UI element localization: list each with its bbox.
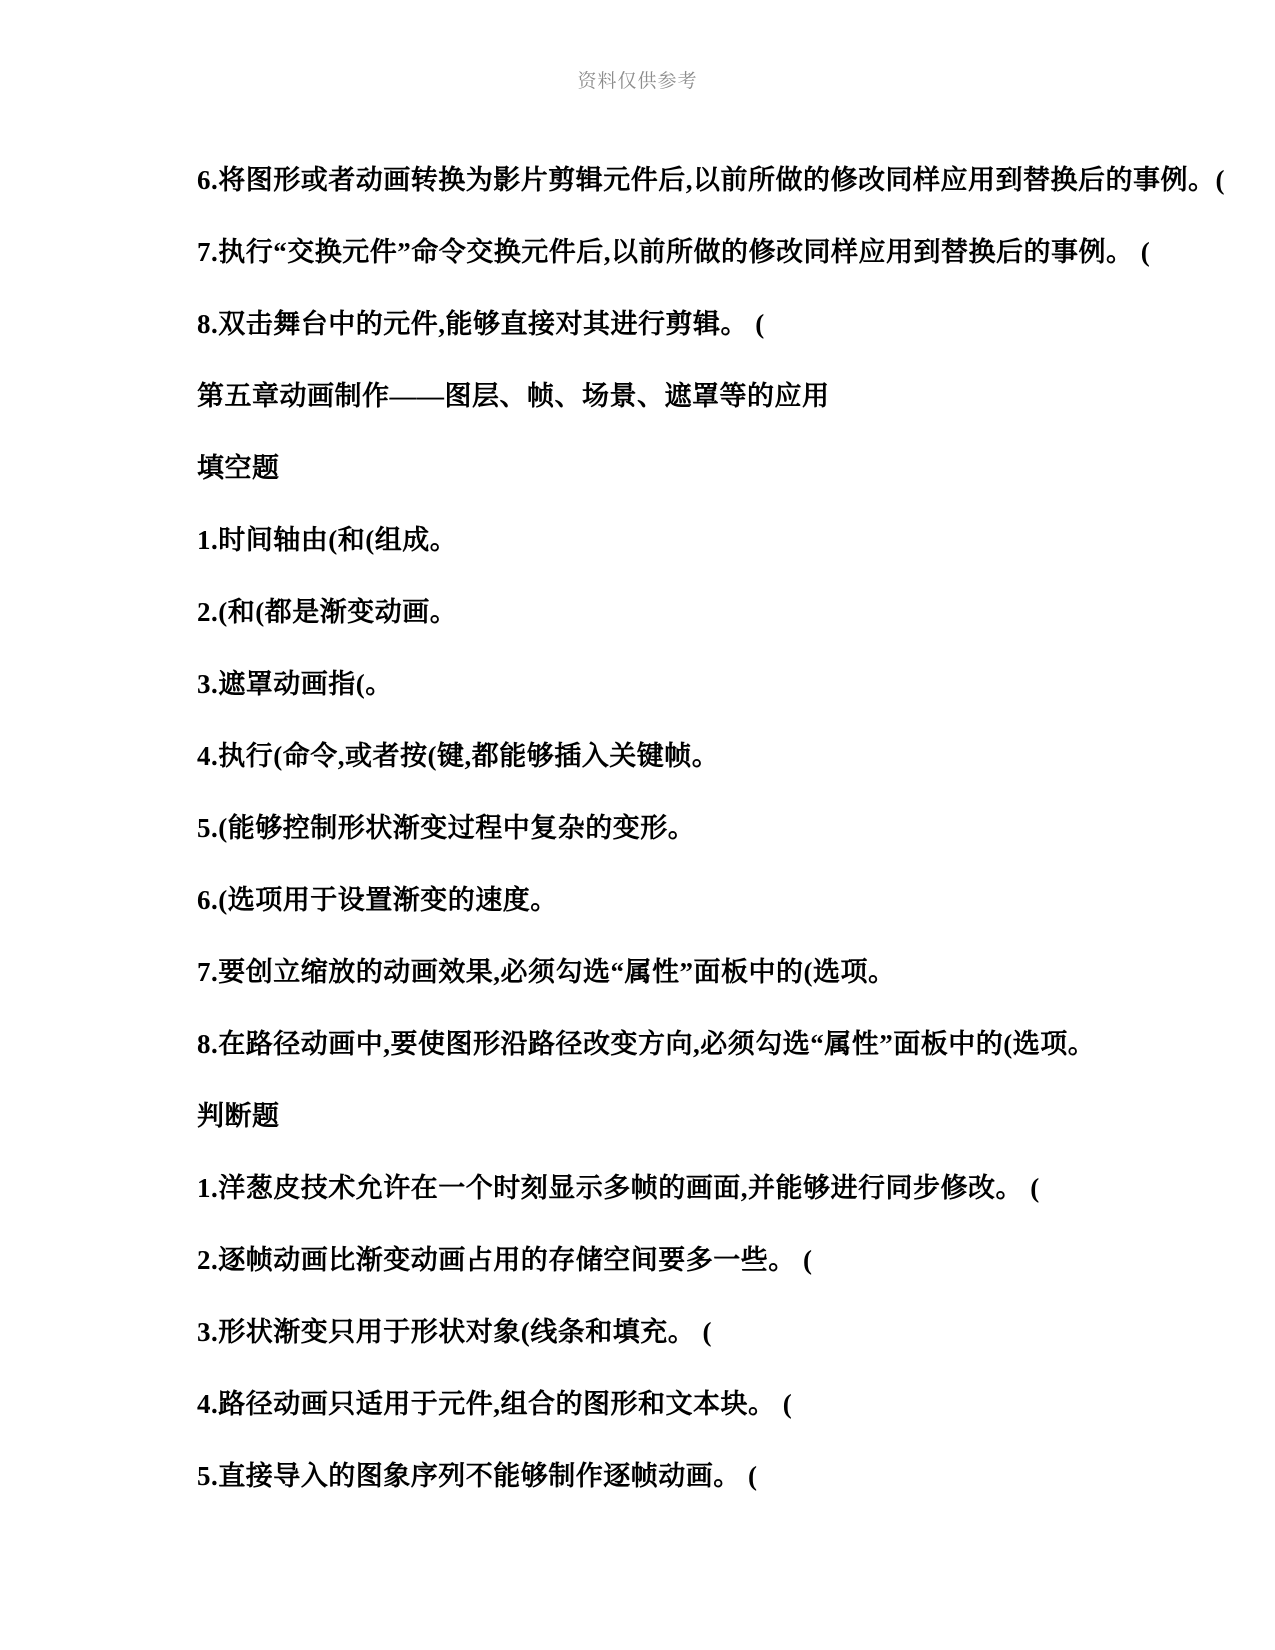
true-false-item-1: 1.洋葱皮技术允许在一个时刻显示多帧的画面,并能够进行同步修改。 ( xyxy=(197,1173,1040,1203)
question-line-judge-7: 7.执行“交换元件”命令交换元件后,以前所做的修改同样应用到替换后的事例。 ( xyxy=(197,237,1151,267)
fill-blank-item-8: 8.在路径动画中,要使图形沿路径改变方向,必须勾选“属性”面板中的(选项。 xyxy=(197,1029,1096,1059)
true-false-item-4: 4.路径动画只适用于元件,组合的图形和文本块。 ( xyxy=(197,1389,793,1419)
fill-blank-item-7: 7.要创立缩放的动画效果,必须勾选“属性”面板中的(选项。 xyxy=(197,957,896,987)
true-false-item-3: 3.形状渐变只用于形状对象(线条和填充。 ( xyxy=(197,1317,712,1347)
document-content xyxy=(197,144,1235,1512)
question-line-judge-6: 6.将图形或者动画转换为影片剪辑元件后,以前所做的修改同样应用到替换后的事例。( xyxy=(197,165,1225,195)
question-line-judge-8: 8.双击舞台中的元件,能够直接对其进行剪辑。 ( xyxy=(197,309,765,339)
fill-blank-item-6: 6.(选项用于设置渐变的速度。 xyxy=(197,885,558,915)
section-heading-true-false: 判断题 xyxy=(197,1101,280,1131)
fill-blank-item-3: 3.遮罩动画指(。 xyxy=(197,669,393,699)
true-false-item-2: 2.逐帧动画比渐变动画占用的存储空间要多一些。 ( xyxy=(197,1245,813,1275)
fill-blank-item-5: 5.(能够控制形状渐变过程中复杂的变形。 xyxy=(197,813,696,843)
chapter-heading: 第五章动画制作——图层、帧、场景、遮罩等的应用 xyxy=(197,381,830,411)
fill-blank-item-2: 2.(和(都是渐变动画。 xyxy=(197,597,458,627)
true-false-item-5: 5.直接导入的图象序列不能够制作逐帧动画。 ( xyxy=(197,1461,758,1491)
watermark-text: 资料仅供参考 xyxy=(577,71,698,92)
fill-blank-item-4: 4.执行(命令,或者按(键,都能够插入关键帧。 xyxy=(197,741,720,771)
fill-blank-item-1: 1.时间轴由(和(组成。 xyxy=(197,525,458,555)
section-heading-fill-blank: 填空题 xyxy=(197,453,280,483)
